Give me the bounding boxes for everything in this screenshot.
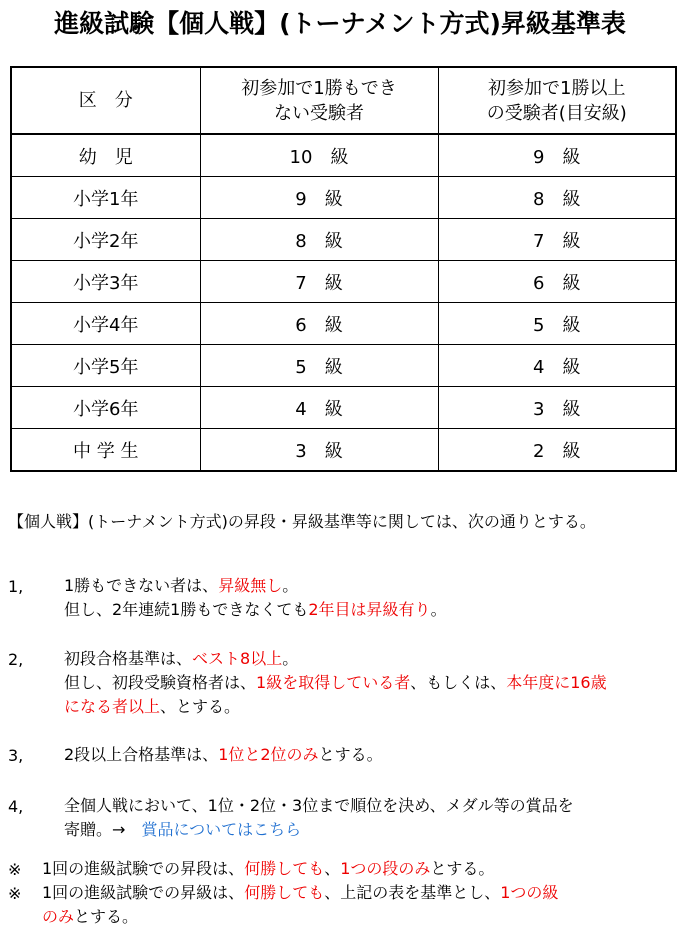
table-row — [11, 387, 676, 429]
table-row — [11, 261, 676, 303]
note-2-line2: のみとする。 — [42, 907, 139, 926]
row-no-win-grade: 8 級 — [200, 219, 438, 261]
item-2-line1: 初段合格基準は、ベスト8以上。 — [64, 649, 299, 668]
header-category: 区 分 — [11, 67, 200, 134]
header-win-line1: 初参加で1勝以上 — [488, 77, 626, 99]
item-3-line1: 2段以上合格基準は、1位と2位のみとする。 — [64, 745, 383, 764]
row-no-win-grade: 9 級 — [200, 177, 438, 219]
item-2-line2: 但し、初段受験資格者は、1級を取得している者、もしくは、本年度に16歳 — [64, 673, 607, 692]
header-no-win-line2: ない受験者 — [274, 102, 364, 124]
row-win-grade: 9 級 — [438, 134, 676, 177]
table-row — [11, 429, 676, 472]
prize-info-link[interactable]: 賞品についてはこちら — [141, 820, 302, 839]
row-category: 小学3年 — [11, 261, 200, 303]
row-win-grade: 3 級 — [438, 387, 676, 429]
note-2-mark: ※ — [8, 884, 22, 903]
table-row — [11, 219, 676, 261]
table-row — [11, 177, 676, 219]
row-win-grade: 4 級 — [438, 345, 676, 387]
item-4-line2: 寄贈。→ 賞品についてはこちら — [64, 820, 302, 839]
grade-table — [10, 66, 677, 472]
row-win-grade: 2 級 — [438, 429, 676, 472]
row-no-win-grade: 3 級 — [200, 429, 438, 472]
row-category: 小学4年 — [11, 303, 200, 345]
row-category: 小学1年 — [11, 177, 200, 219]
row-no-win-grade: 7 級 — [200, 261, 438, 303]
table-header-row — [11, 67, 676, 134]
item-2-number: 2, — [8, 650, 24, 669]
item-4-line1: 全個人戦において、1位・2位・3位まで順位を決め、メダル等の賞品を — [64, 796, 574, 815]
item-4-number: 4, — [8, 797, 24, 816]
table-row — [11, 345, 676, 387]
item-3-number: 3, — [8, 746, 24, 765]
header-no-win-line1: 初参加で1勝もでき — [241, 77, 397, 99]
header-no-win — [200, 67, 438, 134]
row-category: 小学2年 — [11, 219, 200, 261]
row-no-win-grade: 10 級 — [200, 134, 438, 177]
row-win-grade: 6 級 — [438, 261, 676, 303]
row-category: 中 学 生 — [11, 429, 200, 472]
row-win-grade: 7 級 — [438, 219, 676, 261]
header-win — [438, 67, 676, 134]
table-row — [11, 303, 676, 345]
header-win-line2: の受験者(目安級) — [486, 102, 627, 124]
row-category: 小学5年 — [11, 345, 200, 387]
row-no-win-grade: 5 級 — [200, 345, 438, 387]
item-1-line2: 但し、2年連続1勝もできなくても2年目は昇級有り。 — [64, 600, 447, 619]
row-win-grade: 8 級 — [438, 177, 676, 219]
row-no-win-grade: 4 級 — [200, 387, 438, 429]
row-category: 幼 児 — [11, 134, 200, 177]
note-1-mark: ※ — [8, 860, 22, 879]
intro-text: 【個人戦】(トーナメント方式)の昇段・昇級基準等に関しては、次の通りとする。 — [8, 512, 596, 531]
note-2-line1: 1回の進級試験での昇級は、何勝しても、上記の表を基準とし、1つの級 — [42, 883, 559, 902]
row-category: 小学6年 — [11, 387, 200, 429]
note-1-line1: 1回の進級試験での昇段は、何勝しても、1つの段のみとする。 — [42, 859, 495, 878]
table-row — [11, 134, 676, 177]
page-title: 進級試験【個人戦】(トーナメント方式)昇級基準表 — [54, 9, 626, 38]
item-2-line3: になる者以上、とする。 — [64, 697, 241, 716]
item-1-line1: 1勝もできない者は、昇級無し。 — [64, 576, 299, 595]
row-no-win-grade: 6 級 — [200, 303, 438, 345]
row-win-grade: 5 級 — [438, 303, 676, 345]
item-1-number: 1, — [8, 577, 24, 596]
